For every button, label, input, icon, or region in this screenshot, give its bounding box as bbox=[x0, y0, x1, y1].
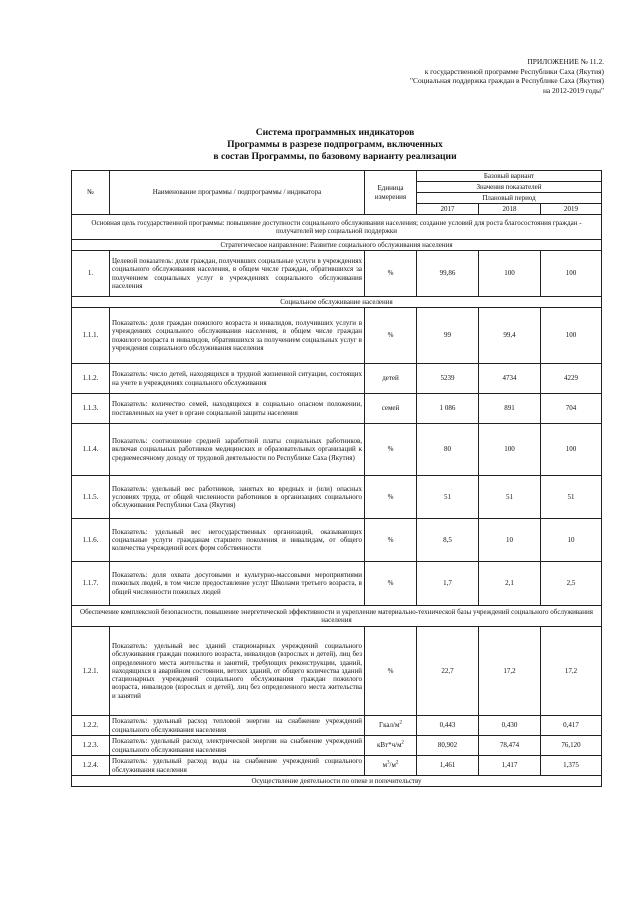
row-num: 1.1.2. bbox=[72, 364, 110, 394]
row-value-2017: 51 bbox=[417, 476, 479, 519]
row-value-2017: 8,5 bbox=[417, 519, 479, 562]
row-value-2019: 10 bbox=[541, 519, 602, 562]
row-num: 1.1.7. bbox=[72, 562, 110, 606]
row-value-2017: 99,86 bbox=[417, 251, 479, 297]
row-num: 1.1.3. bbox=[72, 394, 110, 424]
table-row bbox=[72, 562, 602, 606]
table-row bbox=[72, 364, 602, 394]
row-unit: % bbox=[365, 627, 417, 716]
table-row bbox=[72, 756, 602, 776]
row-value-2017: 80,902 bbox=[417, 736, 479, 756]
row-value-2018: 10 bbox=[479, 519, 541, 562]
row-value-2018: 1,417 bbox=[479, 756, 541, 776]
section-safety-energy: Обеспечение комплексной безопасности, повышение энергетической эффективности и укрепление материально-технической базы учреждений социального обслуживания населения bbox=[72, 606, 602, 627]
goal-row: Основная цель государственной программы: повышение доступности социального обслуживания населения; создание условий для роста благосостояния граждан - получателей мер социальной поддержки bbox=[72, 215, 602, 240]
unit-text: Гкал/м bbox=[379, 721, 400, 730]
table-row bbox=[72, 308, 602, 364]
row-num: 1.2.2. bbox=[72, 716, 110, 736]
row-indicator: Целевой показатель: доля граждан, получивших социальные услуги в учреждениях социального обслуживания населения, в общем числе граждан, обратившихся за получением социальных услуг в учреждениях социального обслуживания населения bbox=[110, 251, 365, 297]
row-value-2018: 4734 bbox=[479, 364, 541, 394]
row-unit: % bbox=[365, 308, 417, 364]
section-social-services: Социальное обслуживание населения bbox=[72, 297, 602, 308]
section-guardianship: Осуществление деятельности по опеке и попечительству bbox=[72, 776, 602, 787]
row-value-2019: 51 bbox=[541, 476, 602, 519]
unit-text: кВт*ч/м bbox=[376, 741, 402, 750]
header-num: № bbox=[72, 171, 110, 215]
unit-exponent: 2 bbox=[401, 741, 405, 747]
table-row bbox=[72, 394, 602, 424]
row-indicator: Показатель: число детей, находящихся в трудной жизненной ситуации, состоящих на учете в учреждениях социального обслуживания bbox=[110, 364, 365, 394]
table-row bbox=[72, 424, 602, 476]
row-unit: % bbox=[365, 476, 417, 519]
appendix-header bbox=[364, 57, 604, 95]
row-value-2019: 100 bbox=[541, 251, 602, 297]
unit-text-tail: /м bbox=[389, 761, 396, 770]
row-value-2018: 100 bbox=[479, 251, 541, 297]
row-value-2017: 99 bbox=[417, 308, 479, 364]
row-indicator: Показатель: количество семей, находящихся в социально опасном положении, поставленных на учет в органе социальной защиты населения bbox=[110, 394, 365, 424]
table-row bbox=[72, 716, 602, 736]
row-unit: семей bbox=[365, 394, 417, 424]
row-indicator: Показатель: удельный расход тепловой энергии на снабжение учреждений социального обслуживания населения bbox=[110, 716, 365, 736]
row-indicator: Показатель: удельный расход электрической энергии на снабжение учреждений социального обслуживания населения bbox=[110, 736, 365, 756]
row-unit: % bbox=[365, 562, 417, 606]
table-row bbox=[72, 251, 602, 297]
row-value-2018: 100 bbox=[479, 424, 541, 476]
row-value-2019: 0,417 bbox=[541, 716, 602, 736]
row-unit bbox=[365, 756, 417, 776]
row-num: 1.1.6. bbox=[72, 519, 110, 562]
header-year-2017: 2017 bbox=[417, 204, 479, 215]
header-name: Наименование программы / подпрограммы / индикатора bbox=[110, 171, 365, 215]
row-indicator: Показатель: доля охвата досуговыми и культурно-массовыми мероприятиями пожилых людей, в том числе предоставление услуг Школами третьего возраста, в общей численности пожилых людей bbox=[110, 562, 365, 606]
title-line-2: Программы в разрезе подпрограмм, включенных bbox=[227, 138, 443, 150]
row-num: 1.2.3. bbox=[72, 736, 110, 756]
row-unit bbox=[365, 716, 417, 736]
strategic-direction-row: Стратегическое направление: Развитие социального обслуживания населения bbox=[72, 240, 602, 251]
row-value-2019: 4229 bbox=[541, 364, 602, 394]
table-row bbox=[72, 476, 602, 519]
row-num: 1.2.1. bbox=[72, 627, 110, 716]
row-num: 1.1.1. bbox=[72, 308, 110, 364]
row-num: 1. bbox=[72, 251, 110, 297]
row-value-2018: 99,4 bbox=[479, 308, 541, 364]
row-unit: % bbox=[365, 519, 417, 562]
row-value-2019: 1,375 bbox=[541, 756, 602, 776]
row-value-2018: 891 bbox=[479, 394, 541, 424]
row-indicator: Показатель: соотношение средней заработной платы социальных работников, включая социальных работников медицинских и образовательных организаций к среднемесячному доходу от трудовой деятельности по Республике Саха (Якутия) bbox=[110, 424, 365, 476]
row-num: 1.2.4. bbox=[72, 756, 110, 776]
row-indicator: Показатель: удельный вес зданий стационарных учреждений социального обслуживания граждан пожилого возраста, инвалидов (взрослых и детей), лиц без определенного места жительства и занятий, требующих реконструкции, зданий, находящихся в аварийном состоянии, ветхих зданий, от общего количества зданий стационарных учреждений социального обслуживания граждан пожилого возраста, инвалидов (взрослых и детей), лиц без определенного места жительства и занятий bbox=[110, 627, 365, 716]
row-value-2019: 100 bbox=[541, 424, 602, 476]
row-indicator: Показатель: доля граждан пожилого возраста и инвалидов, получивших услуги в учреждениях социального обслуживания населения, в общем числе граждан пожилого возраста и инвалидов, обратившихся за получением социальных услуг в учреждения социального обслуживания населения bbox=[110, 308, 365, 364]
appendix-ref-1: к государственной программе Республики Саха (Якутия) bbox=[424, 66, 604, 76]
row-num: 1.1.5. bbox=[72, 476, 110, 519]
row-value-2017: 1,7 bbox=[417, 562, 479, 606]
row-value-2018: 0,430 bbox=[479, 716, 541, 736]
row-value-2019: 2,5 bbox=[541, 562, 602, 606]
table-row bbox=[72, 627, 602, 716]
unit-exponent: 2 bbox=[399, 721, 402, 727]
header-indicator-values: Значения показателей bbox=[417, 182, 602, 193]
row-num: 1.1.4. bbox=[72, 424, 110, 476]
unit-exponent: 3 bbox=[387, 761, 390, 767]
row-unit: % bbox=[365, 251, 417, 297]
row-value-2018: 51 bbox=[479, 476, 541, 519]
row-value-2019: 17,2 bbox=[541, 627, 602, 716]
header-unit: Единица измерения bbox=[365, 171, 417, 215]
header-year-2018: 2018 bbox=[479, 204, 541, 215]
row-value-2018: 78,474 bbox=[479, 736, 541, 756]
appendix-ref-3: на 2012-2019 годы" bbox=[542, 85, 604, 95]
row-indicator: Показатель: удельный вес работников, занятых во вредных и (или) опасных условиях труда, от общей численности работников в организациях социального обслуживания Республики Саха (Якутия) bbox=[110, 476, 365, 519]
title-line-3: в состав Программы, по базовому варианту реализации bbox=[213, 150, 457, 162]
table-row bbox=[72, 519, 602, 562]
row-value-2018: 17,2 bbox=[479, 627, 541, 716]
row-value-2019: 76,120 bbox=[541, 736, 602, 756]
row-value-2017: 22,7 bbox=[417, 627, 479, 716]
row-indicator: Показатель: удельный расход воды на снабжение учреждений социального обслуживания населения bbox=[110, 756, 365, 776]
header-base-variant: Базовый вариант bbox=[417, 171, 602, 182]
table-row bbox=[72, 736, 602, 756]
row-value-2017: 80 bbox=[417, 424, 479, 476]
row-indicator: Показатель: удельный вес негосударственных организаций, оказывающих социальные услуги гражданам старшего поколения и инвалидам, от общего количества учреждений всех форм собственности bbox=[110, 519, 365, 562]
row-value-2017: 5239 bbox=[417, 364, 479, 394]
unit-exponent-2: 2 bbox=[395, 761, 399, 767]
header-planned-period: Плановый период bbox=[417, 193, 602, 204]
row-value-2017: 1,461 bbox=[417, 756, 479, 776]
row-value-2017: 1 086 bbox=[417, 394, 479, 424]
unit-text: м bbox=[382, 761, 388, 770]
appendix-ref-2: "Социальная поддержка граждан в Республике Саха (Якутия) bbox=[410, 76, 604, 86]
row-value-2017: 0,443 bbox=[417, 716, 479, 736]
appendix-number: ПРИЛОЖЕНИЕ № 11.2. bbox=[527, 57, 604, 66]
indicators-table bbox=[71, 170, 602, 787]
row-value-2019: 704 bbox=[541, 394, 602, 424]
row-unit: детей bbox=[365, 364, 417, 394]
row-unit: % bbox=[365, 424, 417, 476]
row-unit bbox=[365, 736, 417, 756]
title-line-1: Система программных индикаторов bbox=[255, 127, 415, 138]
document-title bbox=[70, 127, 600, 162]
row-value-2019: 100 bbox=[541, 308, 602, 364]
header-year-2019: 2019 bbox=[541, 204, 602, 215]
row-value-2018: 2,1 bbox=[479, 562, 541, 606]
